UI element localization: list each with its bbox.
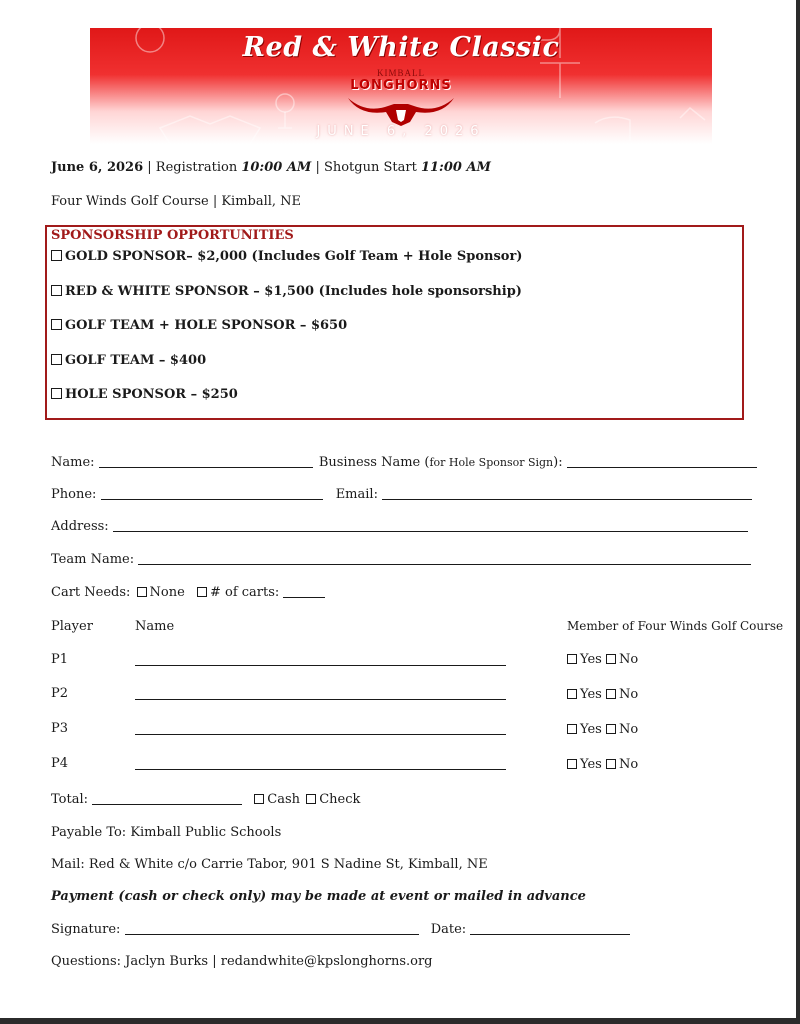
shotgun-time: 11:00 AM — [420, 160, 491, 175]
cart-count-checkbox[interactable] — [197, 587, 207, 597]
checkbox-icon[interactable] — [51, 319, 62, 330]
email-field[interactable] — [382, 487, 752, 500]
yes-label: Yes — [580, 722, 602, 737]
member-choice — [567, 652, 638, 667]
player-name-field[interactable] — [135, 686, 506, 700]
member-choice — [567, 722, 638, 737]
player-row-label: P1 — [51, 652, 69, 667]
phone-field[interactable] — [101, 487, 323, 500]
cash-label: Cash — [267, 792, 301, 807]
sponsor-option-label: RED & WHITE SPONSOR – $1,500 (Includes hole sponsorship) — [65, 284, 522, 299]
member-choice — [567, 757, 638, 772]
checkbox-icon[interactable] — [51, 354, 62, 365]
player-name-field[interactable] — [135, 756, 506, 770]
team-name-label: Team Name: — [51, 552, 135, 567]
banner-date: JUNE 6, 2026 — [316, 124, 486, 139]
questions-contact: Questions: Jaclyn Burks | redandwhite@kpslonghorns.org — [51, 954, 433, 969]
yes-checkbox[interactable] — [567, 654, 577, 664]
sponsor-option-label: GOLD SPONSOR– $2,000 (Includes Golf Team + Hole Sponsor) — [65, 249, 523, 264]
team-name-field[interactable] — [138, 552, 751, 565]
address-field[interactable] — [113, 519, 748, 532]
sponsor-option-red-white[interactable] — [51, 284, 522, 299]
sponsor-option-label: GOLF TEAM + HOLE SPONSOR – $650 — [65, 318, 348, 333]
check-checkbox[interactable] — [306, 794, 316, 804]
cart-none-label: None — [149, 585, 185, 600]
no-checkbox[interactable] — [606, 654, 616, 664]
member-choice — [567, 687, 638, 702]
sponsor-option-team[interactable] — [51, 353, 206, 368]
checkbox-icon[interactable] — [51, 388, 62, 399]
no-checkbox[interactable] — [606, 759, 616, 769]
date-label: Date: — [430, 922, 467, 937]
no-label: No — [618, 687, 639, 702]
page-edge-bottom — [0, 1018, 800, 1024]
banner-title: Red & White Classic — [242, 32, 560, 63]
address-label: Address: — [51, 519, 109, 534]
yes-label: Yes — [580, 652, 602, 667]
total-field[interactable] — [92, 792, 242, 805]
yes-checkbox[interactable] — [567, 759, 577, 769]
cart-count-label: # of carts: — [209, 585, 280, 600]
registration-label: | Registration — [143, 160, 242, 175]
address-row — [51, 519, 748, 534]
business-note: for Hole Sponsor Sign — [429, 456, 554, 469]
payment-note: Payment (cash or check only) may be made at event or mailed in advance — [51, 889, 586, 904]
member-column-header: Member of Four Winds Golf Course — [567, 619, 784, 633]
sponsor-option-label: HOLE SPONSOR – $250 — [65, 387, 238, 402]
sponsor-option-team-hole[interactable] — [51, 318, 347, 333]
banner-mascot: LONGHORNS — [350, 78, 452, 93]
no-checkbox[interactable] — [606, 689, 616, 699]
checkbox-icon[interactable] — [51, 250, 62, 261]
name-field[interactable] — [99, 455, 313, 468]
mail-address: Mail: Red & White c/o Carrie Tabor, 901 S Nadine St, Kimball, NE — [51, 857, 488, 872]
player-column-header: Player — [51, 619, 93, 634]
sponsor-option-label: GOLF TEAM – $400 — [65, 353, 207, 368]
sponsorship-heading: SPONSORSHIP OPPORTUNITIES — [51, 228, 294, 243]
cart-count-field[interactable] — [283, 585, 325, 598]
yes-checkbox[interactable] — [567, 724, 577, 734]
club-decoration-right — [680, 108, 705, 120]
registration-time: 10:00 AM — [241, 160, 312, 175]
business-name-field[interactable] — [567, 455, 757, 468]
phone-email-row — [51, 487, 752, 502]
cart-none-checkbox[interactable] — [137, 587, 147, 597]
player-row-label: P2 — [51, 686, 69, 701]
banner-school: KIMBALL — [377, 68, 425, 78]
no-label: No — [618, 722, 639, 737]
player-row-label: P4 — [51, 756, 69, 771]
yes-label: Yes — [580, 687, 602, 702]
page-edge-right — [796, 0, 800, 1024]
golf-ball-decoration — [276, 94, 294, 112]
player-name-field[interactable] — [135, 721, 506, 735]
yes-label: Yes — [580, 757, 602, 772]
no-checkbox[interactable] — [606, 724, 616, 734]
cash-checkbox[interactable] — [254, 794, 264, 804]
cart-needs-label: Cart Needs: — [51, 585, 131, 600]
no-label: No — [618, 652, 639, 667]
no-label: No — [618, 757, 639, 772]
player-row-label: P3 — [51, 721, 69, 736]
header-banner — [90, 28, 712, 144]
shotgun-label: | Shotgun Start — [311, 160, 421, 175]
sponsor-option-gold[interactable] — [51, 249, 522, 264]
name-business-row — [51, 455, 757, 470]
event-location: Four Winds Golf Course | Kimball, NE — [51, 194, 302, 209]
check-label: Check — [319, 792, 361, 807]
name-label: Name: — [51, 455, 95, 470]
team-name-row — [51, 552, 751, 567]
yes-checkbox[interactable] — [567, 689, 577, 699]
business-label: Business Name ( — [318, 455, 430, 470]
name-column-header: Name — [135, 619, 175, 634]
signature-field[interactable] — [125, 922, 419, 935]
cart-needs-row — [51, 585, 325, 600]
event-info-line — [51, 160, 491, 175]
total-label: Total: — [51, 792, 89, 807]
signature-label: Signature: — [51, 922, 121, 937]
phone-label: Phone: — [51, 487, 97, 502]
email-label: Email: — [335, 487, 378, 502]
business-label-close: ): — [553, 455, 563, 470]
longhorn-skull-icon — [346, 92, 456, 126]
checkbox-icon[interactable] — [51, 285, 62, 296]
sponsor-option-hole[interactable] — [51, 387, 238, 402]
event-date: June 6, 2026 — [51, 160, 144, 175]
player-name-field[interactable] — [135, 652, 506, 666]
date-field[interactable] — [470, 922, 630, 935]
total-row — [51, 792, 360, 807]
signature-row — [51, 922, 630, 937]
payable-to: Payable To: Kimball Public Schools — [51, 825, 282, 840]
